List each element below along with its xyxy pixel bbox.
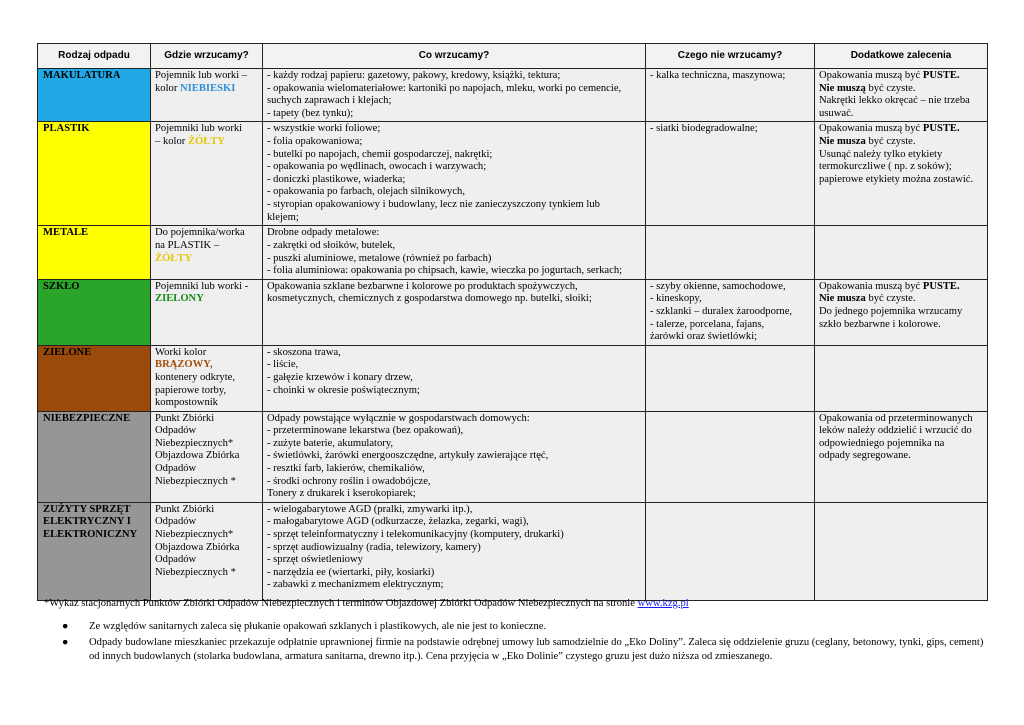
allowed-item: - zakrętki od słoików, butelek,: [267, 239, 396, 251]
not-allowed-item: - kalka techniczna, maszynowa;: [650, 70, 786, 81]
recommendation-cell: [815, 411, 988, 502]
recommendation-line: [819, 70, 984, 83]
where-line: [155, 347, 259, 360]
allowed-item: - małogabarytowe AGD (odkurzacze, żelazka, zegarki, wagi),: [267, 516, 529, 528]
recommendation-line: [819, 306, 984, 319]
what-cell: [263, 502, 646, 600]
where-text: – kolor: [155, 135, 188, 147]
where-line: [155, 476, 259, 489]
recommendation-line: [819, 95, 984, 108]
recommendation-cell: [815, 69, 988, 122]
allowed-item: - tapety (bez tynku);: [267, 107, 354, 119]
recommendation-line: [819, 149, 984, 162]
category-cell: ZUŻYTY SPRZĘT ELEKTRYCZNY I ELEKTRONICZNY: [38, 502, 151, 600]
category-cell: NIEBEZPIECZNE: [38, 411, 151, 502]
recommendation-text: Opakowania od przeterminowanych: [819, 412, 973, 424]
where-cell: [151, 226, 263, 279]
allowed-item: - folia opakowaniowa;: [267, 135, 363, 147]
bullet-icon: ●: [62, 637, 69, 648]
recommendation-line: [819, 293, 984, 306]
where-text: kompostownik: [155, 397, 218, 409]
allowed-item: - środki ochrony roślin i owadobójcze,: [267, 475, 431, 487]
footnote: [44, 598, 689, 609]
not-allowed-item: żarówki oraz świetlówki;: [650, 331, 758, 343]
recommendation-emphasis: PUSTE.: [922, 280, 960, 292]
recommendation-text: Opakowania muszą być: [819, 280, 923, 292]
allowed-item: - resztki farb, lakierów, chemikaliów,: [267, 463, 425, 475]
what-cell: [263, 279, 646, 345]
where-line: [155, 293, 259, 306]
allowed-item: - opakowania po wędlinach, owocach i warzywach;: [267, 161, 487, 173]
recommendation-emphasis: być czyste.: [865, 82, 916, 94]
table-header-row: [38, 44, 988, 69]
where-text: papierowe torby,: [155, 384, 227, 396]
recommendation-emphasis: być czyste.: [865, 135, 916, 147]
header-where: Gdzie wrzucamy?: [151, 44, 263, 69]
where-text: Odpadów: [155, 463, 197, 475]
where-text: Pojemniki lub worki: [155, 123, 243, 135]
allowed-item: Odpady powstające wyłącznie w gospodarstwach domowych:: [267, 412, 530, 424]
recommendation-line: [819, 174, 984, 187]
where-text: Punkt Zbiórki: [155, 412, 215, 424]
allowed-item: - każdy rodzaj papieru: gazetowy, pakowy, kredowy, książki, tektura;: [267, 70, 561, 81]
where-line: [155, 438, 259, 451]
recommendation-cell: [815, 345, 988, 411]
recommendation-cell: [815, 226, 988, 279]
allowed-item: - sprzęt teleinformatyczny i telekomunikacyjny (komputery, drukarki): [267, 529, 564, 541]
where-text: Do pojemnika/worka: [155, 227, 245, 239]
category-cell: SZKŁO: [38, 279, 151, 345]
not-allowed-cell: [646, 411, 815, 502]
recommendation-cell: [815, 279, 988, 345]
where-line: [155, 70, 259, 83]
where-text: Odpadów: [155, 516, 197, 528]
where-text: kolor: [155, 82, 181, 94]
table-row: [38, 226, 988, 279]
table-row: [38, 502, 988, 600]
kzg-link[interactable]: www.kzg.pl: [637, 598, 689, 609]
header-waste-type: Rodzaj odpadu: [38, 44, 151, 69]
allowed-item: suchych zaprawach i klejach;: [267, 95, 392, 107]
not-allowed-item: - siatki biodegradowalne;: [650, 123, 758, 135]
bin-color-label: ZIELONY: [155, 293, 204, 305]
footnote-text: *Wykaz stacjonarnych Punktów Zbiórki Odpadów Niebezpiecznych i terminów Objazdowej Zbiórki Odpadów Niebezpiecznych na stronie: [44, 598, 638, 609]
category-cell: ZIELONE: [38, 345, 151, 411]
table-row: [38, 69, 988, 122]
where-line: [155, 372, 259, 385]
where-line: [155, 516, 259, 529]
allowed-item: - narzędzia ee (wiertarki, piły, kosiarki): [267, 566, 435, 578]
not-allowed-item: - talerze, porcelana, fajans,: [650, 318, 765, 330]
allowed-item: - zabawki z mechanizmem elektrycznym;: [267, 579, 444, 591]
where-line: [155, 359, 259, 372]
where-text: Objazdowa Zbiórka: [155, 541, 240, 553]
not-allowed-cell: [646, 279, 815, 345]
what-cell: [263, 122, 646, 226]
recommendation-text: Nie musza: [819, 293, 866, 305]
where-line: [155, 463, 259, 476]
where-cell: [151, 279, 263, 345]
table-row: [38, 411, 988, 502]
where-text: Odpadów: [155, 425, 197, 437]
recommendation-line: [819, 319, 984, 332]
recommendation-text: papierowe etykiety można zostawić.: [819, 173, 974, 185]
where-text: Niebezpiecznych*: [155, 437, 234, 449]
allowed-item: klejem;: [267, 211, 299, 223]
header-not-allowed: Czego nie wrzucamy?: [646, 44, 815, 69]
what-cell: [263, 345, 646, 411]
where-line: [155, 504, 259, 517]
bin-color-label: ŻÓŁTY: [187, 135, 226, 147]
where-line: [155, 253, 259, 266]
recommendation-emphasis: PUSTE.: [922, 70, 960, 81]
allowed-item: - wielogabarytowe AGD (pralki, zmywarki itp.),: [267, 503, 473, 515]
bin-color-label: BRĄZOWY,: [155, 359, 213, 371]
list-item: [40, 620, 990, 634]
recommendation-text: Nie musza: [819, 135, 866, 147]
not-allowed-item: - kineskopy,: [650, 293, 702, 305]
where-line: [155, 397, 259, 410]
where-line: [155, 136, 259, 149]
allowed-item: Opakowania szklane bezbarwne i kolorowe po produktach spożywczych,: [267, 280, 578, 292]
allowed-item: kosmetycznych, chemicznych z gospodarstwa domowego np. butelki, słoiki;: [267, 293, 592, 305]
recommendation-text: odpowiedniego pojemnika na: [819, 437, 945, 449]
allowed-item: - doniczki plastikowe, wiaderka;: [267, 173, 406, 185]
allowed-item: - folia aluminiowa: opakowania po chipsach, kawie, wieczka po jogurtach, serkach;: [267, 265, 623, 277]
table-row: [38, 122, 988, 226]
what-cell: [263, 226, 646, 279]
allowed-item: - styropian opakowaniowy i budowlany, lecz nie zanieczyszczony tynkiem lub: [267, 198, 600, 210]
recommendation-text: Nie muszą: [819, 82, 866, 94]
where-cell: [151, 69, 263, 122]
recommendation-text: Nakrętki lekko okręcać – nie trzeba: [819, 95, 970, 107]
where-cell: [151, 502, 263, 600]
where-text: kontenery odkryte,: [155, 371, 236, 383]
allowed-item: - wszystkie worki foliowe;: [267, 123, 381, 135]
not-allowed-cell: [646, 226, 815, 279]
not-allowed-item: - szklanki – duralex żaroodporne,: [650, 305, 793, 317]
allowed-item: Tonery z drukarek i kserokopiarek;: [267, 488, 416, 500]
where-text: Pojemnik lub worki –: [155, 70, 248, 81]
allowed-item: - butelki po napojach, chemii gospodarczej, nakrętki;: [267, 148, 493, 160]
recommendation-text: Do jednego pojemnika wrzucamy: [819, 305, 963, 317]
where-text: Pojemniki lub worki -: [155, 280, 249, 292]
category-cell: METALE: [38, 226, 151, 279]
category-cell: MAKULATURA: [38, 69, 151, 122]
waste-segregation-table: [37, 43, 988, 601]
notes-list: [40, 620, 990, 666]
not-allowed-cell: [646, 69, 815, 122]
recommendation-line: [819, 123, 984, 136]
note-text: Odpady budowlane mieszkaniec przekazuje odpłatnie uprawnionej firmie na podstawie odrębnej umowy lub samodzielnie do „Eko Doliny”. Zaleca się oddzielenie gruzu (ceglany, betonowy, tynki, gips, cement) od innych budowlanych (stolarka budowlana, armatura sanitarna, drewno itp.). Cena przyjęcia w „Eko Dolinie” czystego gruzu jest dużo niższa od zmieszanego.: [89, 637, 984, 662]
recommendation-line: [819, 83, 984, 96]
recommendation-text: szkło bezbarwne i kolorowe.: [819, 318, 941, 330]
recommendation-emphasis: być czyste.: [865, 293, 916, 305]
allowed-item: - opakowania wielomateriałowe: kartoniki po napojach, mleku, worki po cemencie,: [267, 82, 622, 94]
bin-color-label: NIEBIESKI: [180, 82, 236, 94]
where-line: [155, 450, 259, 463]
where-line: [155, 554, 259, 567]
recommendation-cell: [815, 122, 988, 226]
not-allowed-cell: [646, 122, 815, 226]
not-allowed-cell: [646, 502, 815, 600]
allowed-item: - liście,: [267, 359, 299, 371]
allowed-item: - zużyte baterie, akumulatory,: [267, 437, 394, 449]
recommendation-line: [819, 161, 984, 174]
allowed-item: Drobne odpady metalowe:: [267, 227, 380, 239]
allowed-item: - świetlówki, żarówki energooszczędne, artykuły zawierające rtęć,: [267, 450, 549, 462]
where-cell: [151, 411, 263, 502]
header-recommendations: Dodatkowe zalecenia: [815, 44, 988, 69]
header-what: Co wrzucamy?: [263, 44, 646, 69]
recommendation-line: [819, 108, 984, 121]
recommendation-emphasis: PUSTE.: [922, 123, 960, 135]
note-text: Ze względów sanitarnych zaleca się płukanie opakowań szklanych i plastikowych, ale nie jest to konieczne.: [89, 621, 547, 632]
where-line: [155, 413, 259, 426]
where-cell: [151, 345, 263, 411]
recommendation-line: [819, 438, 984, 451]
where-line: [155, 123, 259, 136]
where-cell: [151, 122, 263, 226]
allowed-item: - puszki aluminiowe, metalowe (również po farbach): [267, 252, 492, 264]
where-text: Objazdowa Zbiórka: [155, 450, 240, 462]
what-cell: [263, 411, 646, 502]
recommendation-text: termokurczliwe ( np. z soków);: [819, 161, 952, 173]
recommendation-text: Usunąć należy tylko etykiety: [819, 148, 943, 160]
where-text: Niebezpiecznych *: [155, 475, 236, 487]
where-line: [155, 240, 259, 253]
recommendation-text: leków należy oddzielić i wrzucić do: [819, 425, 972, 437]
not-allowed-item: - szyby okienne, samochodowe,: [650, 280, 786, 292]
what-cell: [263, 69, 646, 122]
recommendation-text: usuwać.: [819, 107, 854, 119]
where-text: na PLASTIK –: [155, 239, 220, 251]
recommendation-line: [819, 425, 984, 438]
not-allowed-cell: [646, 345, 815, 411]
recommendation-line: [819, 136, 984, 149]
allowed-item: - przeterminowane lekarstwa (bez opakowań),: [267, 425, 464, 437]
recommendation-text: Opakowania muszą być: [819, 70, 923, 81]
where-text: Niebezpiecznych*: [155, 529, 234, 541]
table-row: [38, 345, 988, 411]
where-line: [155, 425, 259, 438]
bin-color-label: ŻÓŁTY: [155, 252, 193, 264]
where-text: Niebezpiecznych *: [155, 566, 236, 578]
where-text: Punkt Zbiórki: [155, 503, 215, 515]
recommendation-text: odpady segregowane.: [819, 450, 911, 462]
recommendation-cell: [815, 502, 988, 600]
allowed-item: - opakowania po farbach, olejach silnikowych,: [267, 186, 465, 198]
where-text: Odpadów: [155, 554, 197, 566]
where-text: Worki kolor: [155, 346, 207, 358]
list-item: [40, 636, 990, 664]
where-line: [155, 542, 259, 555]
where-line: [155, 385, 259, 398]
recommendation-text: Opakowania muszą być: [819, 123, 923, 135]
bullet-icon: ●: [62, 621, 69, 632]
allowed-item: - gałęzie krzewów i konary drzew,: [267, 371, 413, 383]
category-cell: PLASTIK: [38, 122, 151, 226]
where-line: [155, 227, 259, 240]
recommendation-line: [819, 413, 984, 426]
allowed-item: - sprzęt oświetleniowy: [267, 554, 363, 566]
where-line: [155, 83, 259, 96]
where-line: [155, 529, 259, 542]
where-line: [155, 281, 259, 294]
allowed-item: - choinki w okresie poświątecznym;: [267, 384, 420, 396]
allowed-item: - sprzęt audiowizualny (radia, telewizory, kamery): [267, 541, 481, 553]
allowed-item: - skoszona trawa,: [267, 346, 341, 358]
recommendation-line: [819, 450, 984, 463]
where-line: [155, 567, 259, 580]
recommendation-line: [819, 281, 984, 294]
table-row: [38, 279, 988, 345]
